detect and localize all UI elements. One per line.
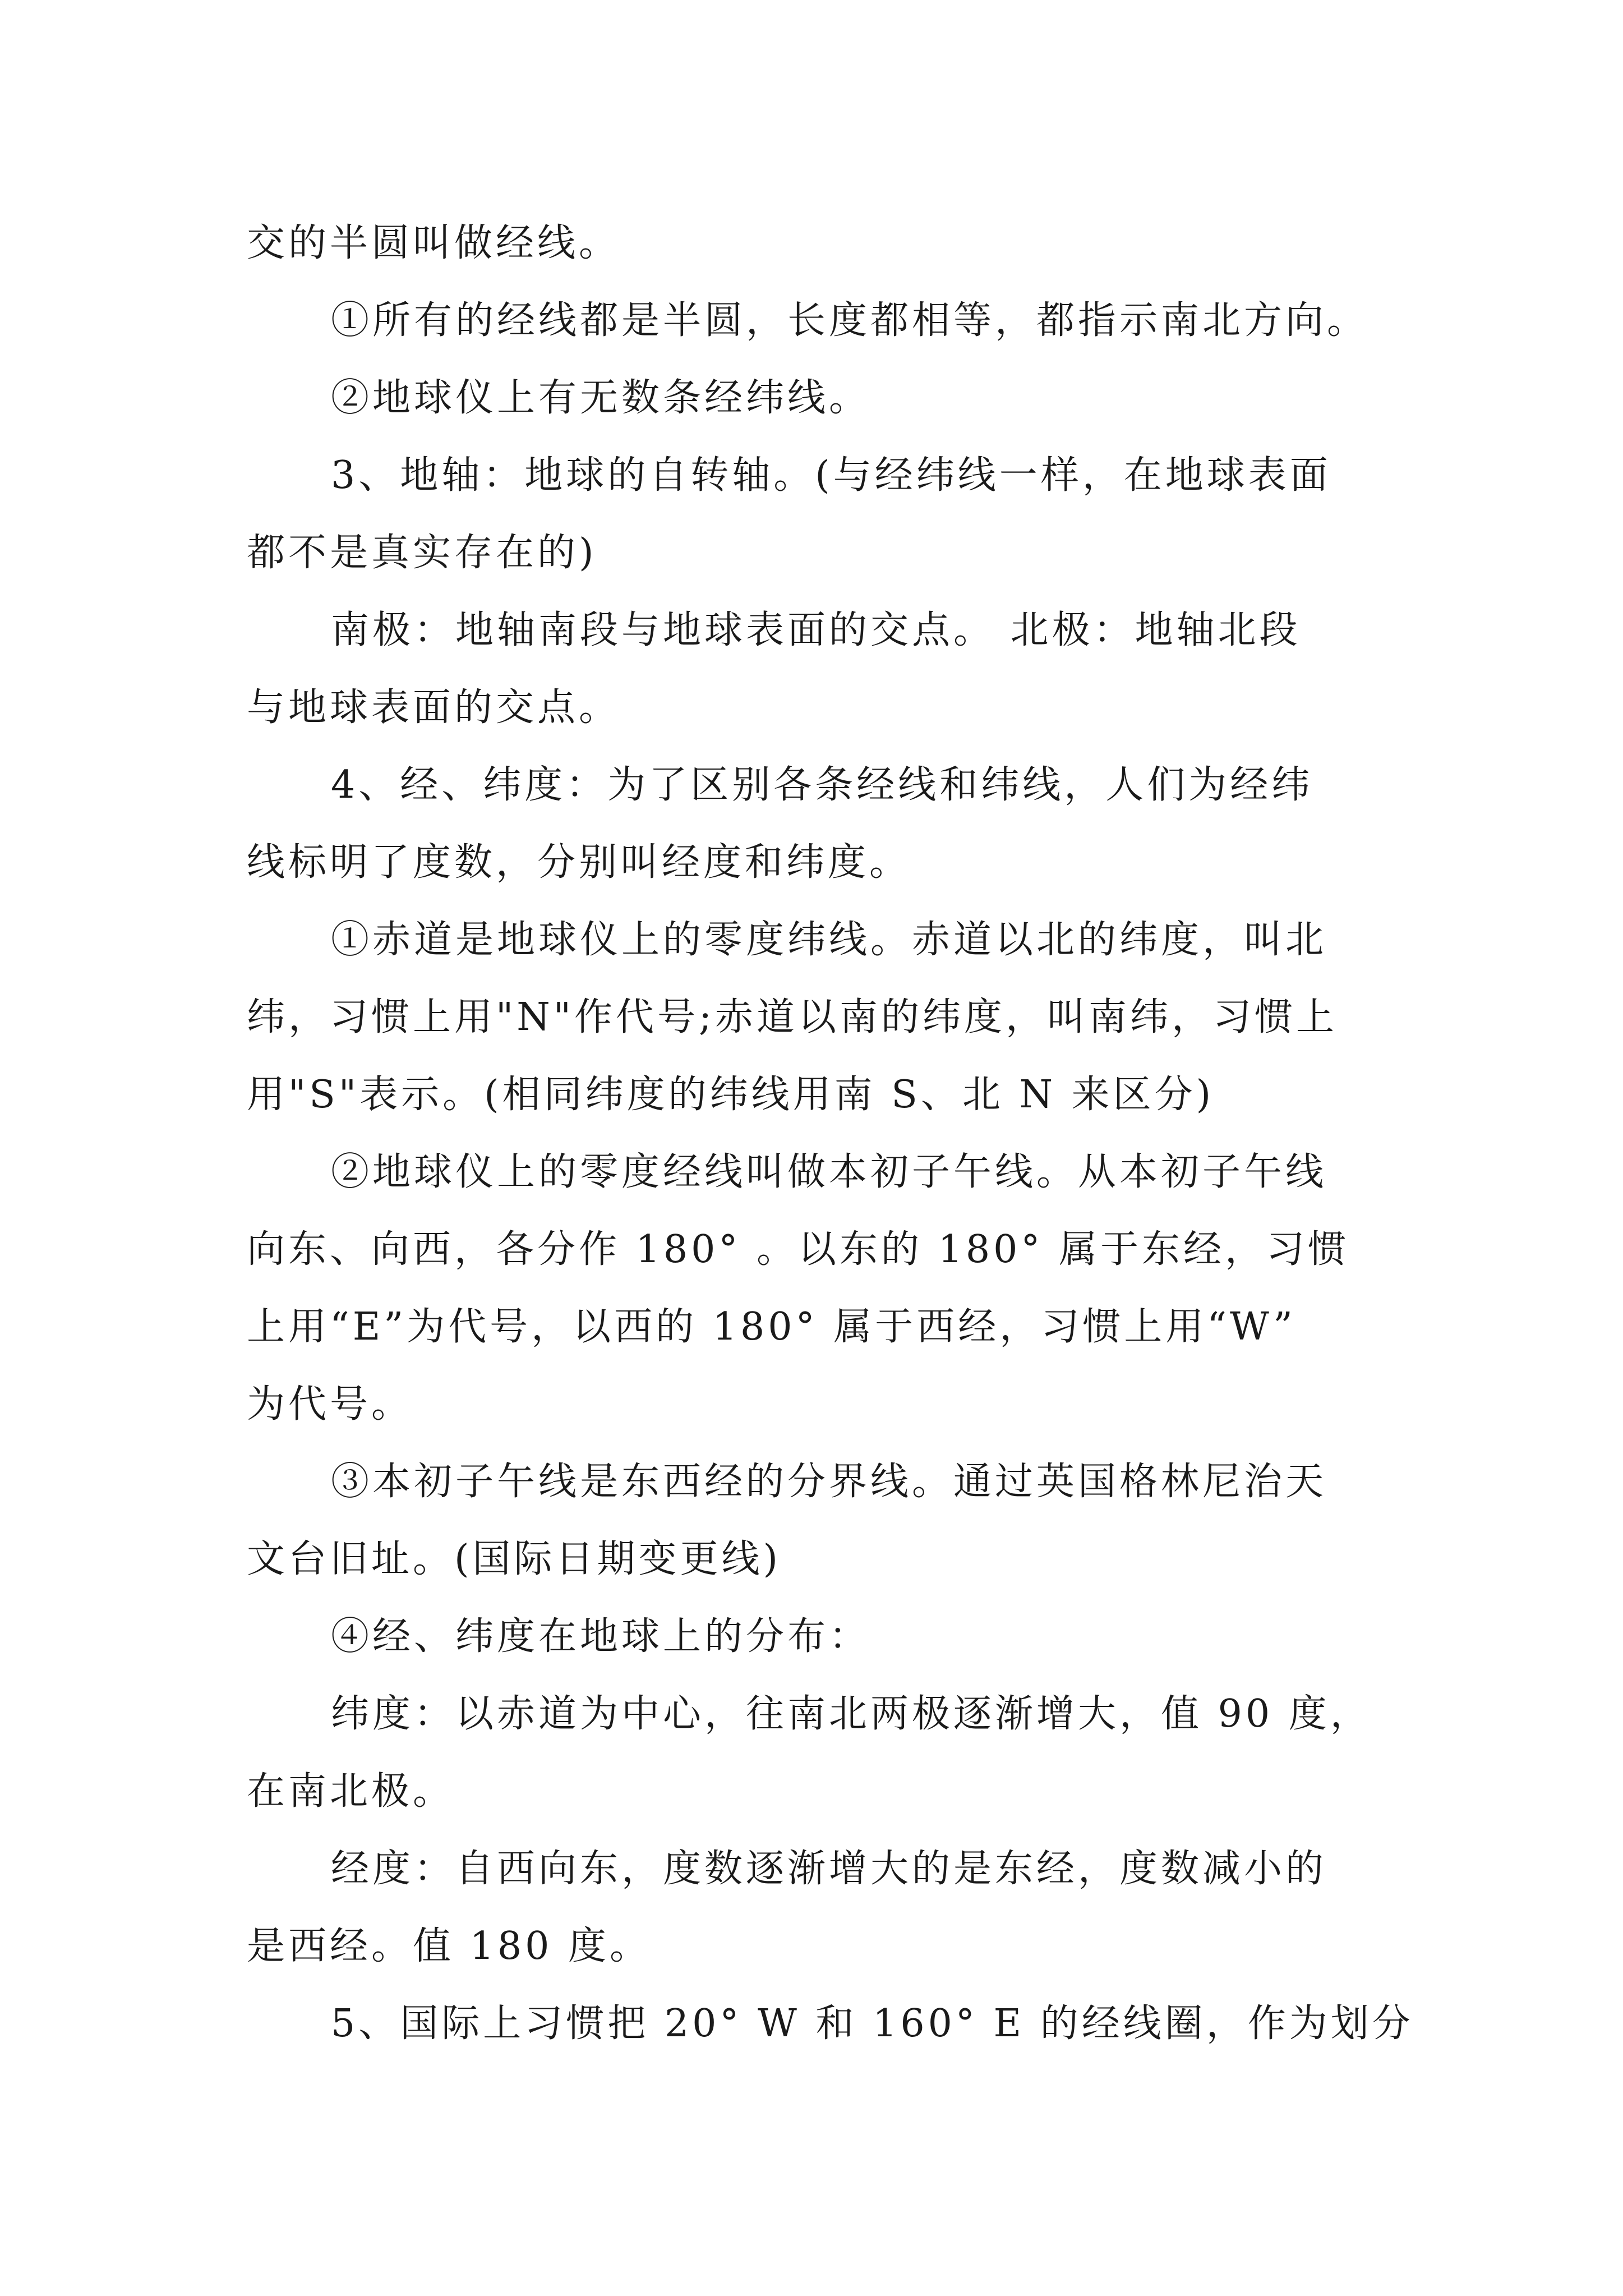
text-line-20: 纬度：以赤道为中心，往南北两极逐渐增大，值 90 度， [331, 1692, 1372, 1736]
text-line-16: 为代号。 [247, 1382, 413, 1427]
text-line-4: 3、地轴：地球的自转轴。(与经纬线一样，在地球表面 [331, 453, 1331, 498]
text-line-3: ②地球仪上有无数条经纬线。 [331, 376, 871, 420]
text-line-6: 南极：地轴南段与地球表面的交点。 北极：地轴北段 [331, 608, 1301, 652]
text-line-7: 与地球表面的交点。 [247, 685, 621, 730]
text-line-23: 是西经。值 180 度。 [247, 1924, 652, 1968]
text-line-10: ①赤道是地球仪上的零度纬线。赤道以北的纬度，叫北 [331, 918, 1327, 962]
text-line-24: 5、国际上习惯把 20° W 和 160° E 的经线圈，作为划分 [331, 2001, 1414, 2046]
text-line-18: 文台旧址。(国际日期变更线) [247, 1537, 782, 1581]
text-line-5: 都不是真实存在的) [247, 531, 597, 575]
text-line-17: ③本初子午线是东西经的分界线。通过英国格林尼治天 [331, 1460, 1327, 1504]
text-line-15: 上用“E”为代号，以西的 180° 属于西经，习惯上用“W” [247, 1305, 1296, 1349]
text-line-11: 纬，习惯上用"N"作代号;赤道以南的纬度，叫南纬，习惯上 [247, 995, 1338, 1039]
text-line-22: 经度：自西向东，度数逐渐增大的是东经，度数减小的 [331, 1847, 1327, 1891]
document-body [247, 205, 1414, 2063]
text-line-13: ②地球仪上的零度经线叫做本初子午线。从本初子午线 [331, 1150, 1327, 1194]
text-line-19: ④经、纬度在地球上的分布： [331, 1614, 871, 1659]
text-line-1: 交的半圆叫做经线。 [247, 221, 621, 265]
text-line-21: 在南北极。 [247, 1769, 455, 1814]
text-line-2: ①所有的经线都是半圆，长度都相等，都指示南北方向。 [331, 298, 1369, 343]
text-line-14: 向东、向西，各分作 180° 。以东的 180° 属于东经，习惯 [247, 1227, 1350, 1272]
text-line-12: 用"S"表示。(相同纬度的纬线用南 S、北 N 来区分) [247, 1073, 1215, 1117]
text-line-9: 线标明了度数，分别叫经度和纬度。 [247, 840, 911, 885]
text-line-8: 4、经、纬度：为了区别各条经线和纬线，人们为经纬 [331, 763, 1313, 807]
